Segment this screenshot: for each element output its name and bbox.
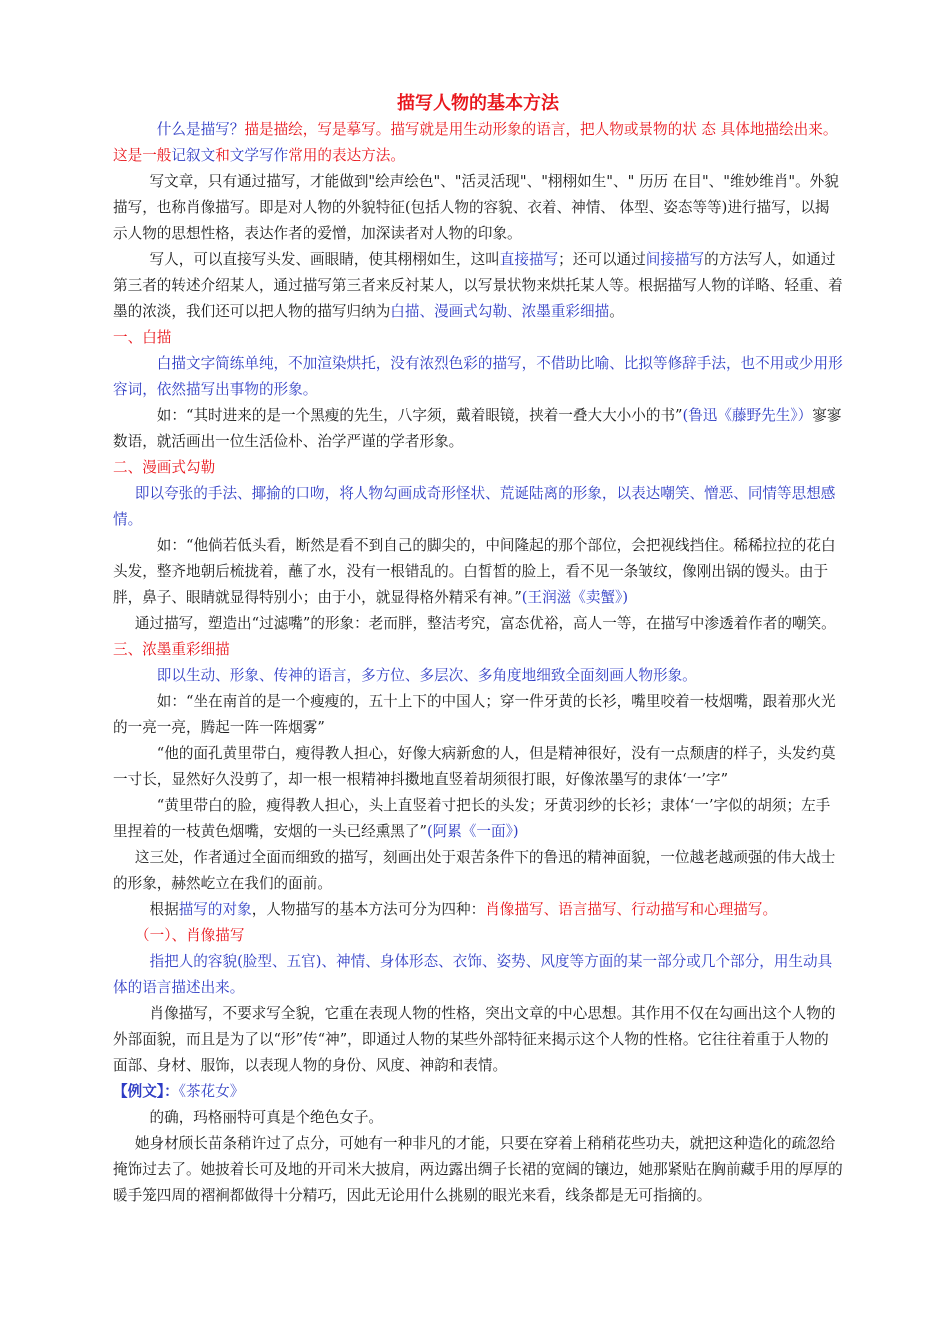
intro-paragraph: [113, 117, 843, 169]
intro-end: 常用的表达方法。: [288, 147, 405, 164]
paragraph-methods: [113, 247, 843, 325]
four-methods-a: 根据: [149, 901, 179, 918]
subsection-def-portrait: 指把人的容貌(脸型、五官)、神情、身体形态、衣饰、姿势、风度等方面的某一部分或几个部分，用生动具体的语言描述出来。: [113, 953, 833, 996]
document-title: 描写人物的基本方法: [397, 93, 559, 114]
four-methods-object: 描写的对象: [178, 901, 252, 918]
example-quote: 如：“他倘若低头看，断然是看不到自己的脚尖的，中间隆起的那个部位，会把视线挡住。稀稀拉拉的花白头发，整齐地朝后梳拢着，蘸了水，没有一根错乱的。白皙皙的脸上，看不见一条皱纹，像刚出锅的馒头。由于胖，鼻子、眼睛就显得特别小；由于小，就显得格外精采有神。”: [113, 537, 836, 606]
intro-term-writing: 文学写作: [229, 147, 289, 164]
section-example-caricature: [113, 533, 843, 611]
example-source: (鲁迅《藤野先生》）: [682, 407, 813, 424]
intro-term-narrative: 记叙文: [171, 147, 216, 164]
methods-text-c: ；还可以通过: [558, 251, 646, 268]
intro-and: 和: [215, 147, 230, 164]
methods-text-e: 的方法写人，如通过第三者的转述介绍某人，通过描写第三者来反衬某人，以写景状物来烘托某人等。根据描写人物的详略、轻重、着墨的浓淡，我们还可以把人物的描写归纳为: [113, 251, 843, 320]
section-after-detailed: 这三处，作者通过全面而细致的描写，刻画出处于艰苦条件下的鲁迅的精神面貌，一位越老越顽强的伟大战士的形象，赫然屹立在我们的面前。: [113, 849, 836, 892]
methods-indirect: 间接描写: [645, 251, 705, 268]
document-page: [113, 92, 843, 1209]
example-label: 【例文】：: [113, 1083, 179, 1100]
subsection-heading-portrait: （一）、肖像描写: [135, 927, 245, 944]
methods-direct: 直接描写: [499, 251, 559, 268]
section-after-caricature: 通过描写，塑造出“过滤嘴”的形象：老而胖，整洁考究，富态优裕，高人一等，在描写中渗透着作者的嘲笑。: [134, 615, 836, 632]
four-methods-c: ，人物描写的基本方法可分为四种：: [251, 901, 486, 918]
methods-end: 。: [609, 303, 624, 320]
section-example-baimiao: [113, 403, 843, 455]
section-def-detailed: 即以生动、形象、传神的语言，多方位、多层次、多角度地细致全面刻画人物形象。: [156, 667, 697, 684]
section-heading-baimiao: 一、白描: [113, 329, 172, 346]
intro-answer: 描是描绘，写是摹写。描写就是用生动形象的语言，把人物或景物的状 态 具体地描绘出来。这是一般: [113, 121, 838, 164]
example-comment: 寥寥数语，就活画出一位生活俭朴、治学严谨的学者形象。: [113, 407, 842, 450]
example-quote: 如：“其时进来的是一个黑瘦的先生，八字须，戴着眼镜，挟着一叠大大小小的书”: [156, 407, 683, 424]
methods-text-a: 写人，可以直接写头发、画眼睛，使其栩栩如生，这叫: [149, 251, 500, 268]
example-source: (王润滋《卖蟹》): [521, 589, 629, 606]
paragraph-four-methods: [113, 897, 843, 923]
example-line-1: 的确，玛格丽特可真是个绝色女子。: [149, 1109, 384, 1126]
example-title: 《茶花女》: [178, 1083, 245, 1100]
example-line-2: 她身材颀长苗条稍许过了点分，可她有一种非凡的才能，只要在穿着上稍稍花些功夫，就把这种造化的疏忽给掩饰过去了。她披着长可及地的开司米大披肩，两边露出绸子长裙的宽阔的镶边，她那紧贴在胸前藏手用的厚厚的暖手笼四周的褶裥都做得十分精巧，因此无论用什么挑剔的眼光来看，线条都是无可指摘的。: [113, 1135, 843, 1204]
section-heading-caricature: 二、漫画式勾勒: [113, 459, 216, 476]
example-heading: [113, 1079, 843, 1105]
four-methods-list: 肖像描写、语言描写、行动描写和心理描写。: [485, 901, 778, 918]
section-def-caricature: 即以夸张的手法、揶揄的口吻，将人物勾画成奇形怪状、荒诞陆离的形象，以表达嘲笑、憎恶、同情等思想感情。: [113, 485, 836, 528]
subsection-body-portrait: 肖像描写，不要求写全貌，它重在表现人物的性格，突出文章的中心思想。其作用不仅在勾画出这个人物的外部面貌，而且是为了以“形”传“神”，即通过人物的某些外部特征来揭示这个人物的性格。它往往着重于人物的面部、身材、服饰，以表现人物的身份、风度、神韵和表情。: [113, 1005, 836, 1074]
section-def-baimiao: 白描文字简练单纯，不加渲染烘托，没有浓烈色彩的描写，不借助比喻、比拟等修辞手法，也不用或少用形容词，依然描写出事物的形象。: [113, 355, 843, 398]
example-source: (阿累《一面》): [426, 823, 519, 840]
section-example-detailed-3: [113, 793, 843, 845]
paragraph-portrait-intro: 写文章，只有通过描写，才能做到"绘声绘色"、"活灵活现"、"栩栩如生"、" 历历 在目"、"维妙维肖"。外貌描写，也称肖像描写。即是对人物的外貌特征(包括人物的容貌、衣着、神情、 体型、姿态等等)进行描写，以揭示人物的思想性格，表达作者的爱憎，加深读者对人物的印象。: [113, 173, 839, 242]
section-example-detailed-1: 如：“坐在南首的是一个瘦瘦的，五十上下的中国人；穿一件牙黄的长衫，嘴里咬着一枝烟嘴，跟着那火光的一亮一亮，腾起一阵一阵烟雾”: [113, 693, 836, 736]
methods-three-types: 白描、漫画式勾勒、浓墨重彩细描: [390, 303, 610, 320]
example-quote: “黄里带白的脸，瘦得教人担心，头上直竖着寸把长的头发；牙黄羽纱的长衫；隶体‘一’字似的胡须；左手里捏着的一枝黄色烟嘴，安烟的一头已经熏黑了”: [113, 797, 831, 840]
section-heading-detailed: 三、浓墨重彩细描: [113, 641, 230, 658]
section-example-detailed-2: “他的面孔黄里带白，瘦得教人担心，好像大病新愈的人，但是精神很好，没有一点颓唐的样子，头发约莫一寸长，显然好久没剪了，却一根一根精神抖擞地直竖着胡须很打眼，好像浓墨写的隶体‘一’字”: [113, 745, 836, 788]
intro-question: 什么是描写？: [156, 121, 245, 138]
